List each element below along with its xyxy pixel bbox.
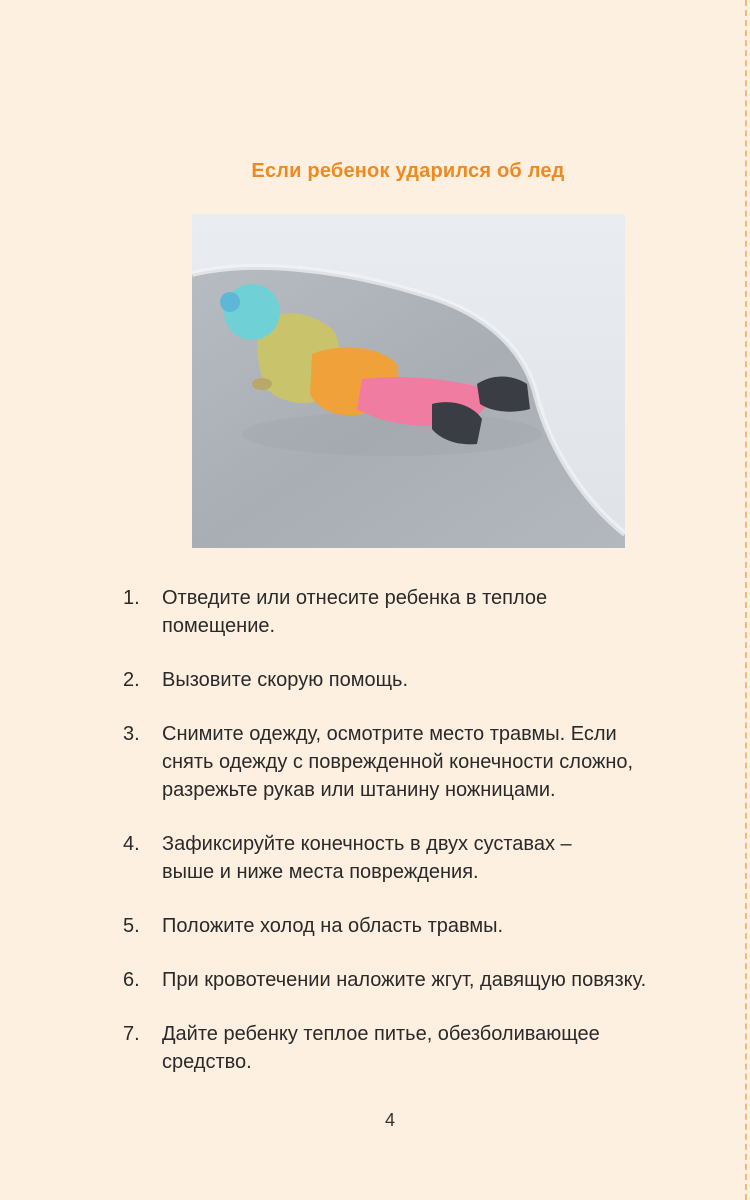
step-line: снять одежду с поврежденной конечности сложно, <box>162 751 634 773</box>
step-number: 3. <box>123 723 140 745</box>
instruction-list <box>0 584 722 1102</box>
step-line: помещение. <box>162 615 276 637</box>
step-line: Вызовите скорую помощь. <box>162 669 409 691</box>
step-number: 5. <box>123 915 140 937</box>
step-number: 2. <box>123 669 140 691</box>
step-line: Отведите или отнесите ребенка в теплое <box>162 587 548 609</box>
step-line: Положите холод на область травмы. <box>162 915 504 937</box>
step-number: 4. <box>123 833 140 855</box>
page-title: Если ребенок ударился об лед <box>251 160 565 182</box>
list-item <box>0 966 722 994</box>
step-number: 7. <box>123 1023 140 1045</box>
list-item <box>0 1020 722 1076</box>
step-number: 6. <box>123 969 140 991</box>
list-item <box>0 912 722 940</box>
step-line: Дайте ребенку теплое питье, обезболивающее <box>162 1023 600 1045</box>
list-item <box>0 666 722 694</box>
step-line: Снимите одежду, осмотрите место травмы. Если <box>162 723 617 745</box>
step-text <box>162 912 722 940</box>
step-text <box>162 584 722 640</box>
child-on-ice-photo <box>192 214 625 548</box>
step-line: выше и ниже места повреждения. <box>162 861 479 883</box>
page-number: 4 <box>384 1110 395 1130</box>
step-line: При кровотечении наложите жгут, давящую повязку. <box>162 969 647 991</box>
step-text <box>162 720 722 804</box>
step-text <box>162 966 722 994</box>
step-text <box>162 666 722 694</box>
step-number: 1. <box>123 587 140 609</box>
list-item <box>0 830 722 886</box>
step-line: средство. <box>162 1051 252 1073</box>
list-item <box>0 720 722 804</box>
step-line: Зафиксируйте конечность в двух суставах – <box>162 833 572 855</box>
step-line: разрежьте рукав или штанину ножницами. <box>162 779 556 801</box>
list-item <box>0 584 722 640</box>
step-text <box>162 1020 722 1076</box>
step-text <box>162 830 722 886</box>
